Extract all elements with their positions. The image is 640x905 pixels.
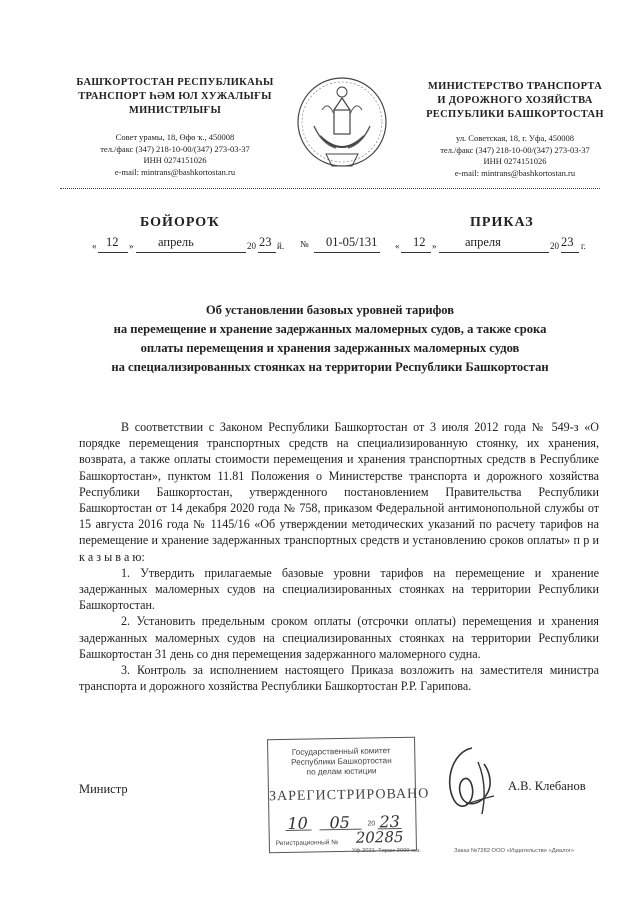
header-left-line-1: БАШҠОРТОСТАН РЕСПУБЛИКАҺЫ (76, 77, 274, 88)
header-left-email: e-mail: mintrans@bashkortostan.ru (114, 166, 236, 177)
title-line-1: Об установлении базовых уровней тарифов (205, 303, 455, 317)
body-paragraph-item-1: 1. Утвердить прилагаемые базовые уровни тарифов на перемещение и хранение задержанных маломерных судов на специализированных стоянках на территории Республики Башкортостан. (79, 565, 599, 613)
body-paragraph-preamble: В соответствии с Законом Республики Башкортостан от 3 июля 2012 года № 549-з «О порядке перемещения транспортных средств на специализированную стоянку, их хранения, возврата, а также оплаты стоимости перемещения и хранения транспортных средств в Республике Башкортостан», пунктом 11.81 Положения о Министерстве транспорта и дорожного хозяйства Республики Башкортостан, утвержденного постановлением Правительства Республики Башкортостан от 14 декабря 2020 года № 758, приказом Федеральной антимонопольной службы от 15 августа 2016 года № 1145/16 «Об утверждении методических указаний по расчету тарифов на перемещение и хранение задержанных транспортных средств и установлению сроков оплаты» п р и к а з ы в а ю: (79, 420, 599, 564)
footer-print-info-left: Уф.2021. Тираж 3000 экз. (352, 848, 421, 854)
signature-title: Министр (79, 782, 128, 796)
order-date-right: « 12 » апреля 20 23 г. (395, 235, 586, 251)
header-right (400, 80, 630, 179)
title-line-2: на перемещение и хранение задержанных маломерных судов, а также срока (113, 322, 547, 336)
order-date-right-day: 12 (413, 235, 426, 249)
stamp-reg-number: Регистрационный № 20285 (275, 827, 404, 848)
signature-name: А.В. Клебанов (508, 779, 586, 793)
header-right-inn: ИНН 0274151026 (483, 156, 547, 166)
order-date-left-month: апрель (158, 235, 194, 249)
header-left (60, 76, 290, 178)
header-right-address: ул. Советская, 18, г. Уфа, 450008 (455, 133, 575, 143)
order-date-right-month: апреля (465, 235, 501, 249)
document-title (60, 301, 600, 377)
stamp-org: Государственный комитет Республики Башкортостан по делам юстиции (291, 746, 392, 777)
header-left-address: Совет урамы, 18, Өфө ҡ., 450008 (115, 132, 235, 142)
header-left-inn: ИНН 0274151026 (143, 155, 207, 165)
registration-stamp (267, 737, 430, 854)
header-right-phone: тел./факс (347) 218-10-00/(347) 273-03-37 (440, 144, 590, 155)
order-date-left-day: 12 (106, 235, 119, 249)
handwritten-signature-icon (432, 742, 512, 822)
order-date-left: « 12 » апрель 20 23 й. (92, 235, 285, 251)
order-type-russian: ПРИКАЗ (470, 215, 534, 230)
title-line-3: оплаты перемещения и хранения задержанных маломерных судов (140, 341, 520, 355)
header-right-line-1: МИНИСТЕРСТВО ТРАНСПОРТА (427, 81, 603, 92)
order-number: № 01-05/131 (300, 233, 390, 255)
document-body (79, 419, 599, 694)
stamp-date-day: 10 (287, 813, 309, 833)
body-paragraph-item-3: 3. Контроль за исполнением настоящего Приказа возложить на заместителя министра транспорта и дорожного хозяйства Республики Башкортостан Р.Р. Гарипова. (79, 663, 599, 694)
stamp-registered-label: ЗАРЕГИСТРИРОВАНО (268, 786, 430, 805)
bashkortostan-coat-of-arms-icon (292, 70, 392, 178)
footer-print-info-right: Заказ №7282 ООО «Издательство «Диалог» (454, 848, 575, 854)
order-date-left-year: 23 (259, 235, 272, 249)
order-date-right-year: 23 (561, 235, 574, 249)
order-number-value: 01-05/131 (326, 235, 378, 249)
header-left-line-3: МИНИСТРЛЫҒЫ (128, 105, 222, 116)
stamp-reg-number-value: 20285 (355, 827, 404, 847)
header-right-line-2: И ДОРОЖНОГО ХОЗЯЙСТВА (437, 95, 593, 106)
header-divider (60, 188, 600, 189)
header-left-line-2: ТРАНСПОРТ ҺӘМ ЮЛ ХУЖАЛЫҒЫ (78, 91, 272, 102)
order-type-bashkir: БОЙОРОҠ (140, 215, 220, 230)
header-left-phone: тел./факс (347) 218-10-00/(347) 273-03-37 (100, 143, 250, 154)
header-right-line-3: РЕСПУБЛИКИ БАШКОРТОСТАН (426, 109, 604, 120)
body-paragraph-item-2: 2. Установить предельным сроком оплаты (отсрочки оплаты) перемещения и хранения задержанных маломерных судов на специализированных стоянках на территории Республики Башкортостан 31 день со дня перемещения задержанного маломерного судна. (79, 614, 599, 661)
stamp-date: 10 05 20 23 (287, 811, 400, 833)
title-line-4: на специализированных стоянках на территории Республики Башкортостан (111, 360, 549, 374)
stamp-date-year: 23 (379, 811, 400, 832)
stamp-date-month: 05 (329, 812, 351, 833)
header-right-email: e-mail: mintrans@bashkortostan.ru (454, 167, 576, 178)
